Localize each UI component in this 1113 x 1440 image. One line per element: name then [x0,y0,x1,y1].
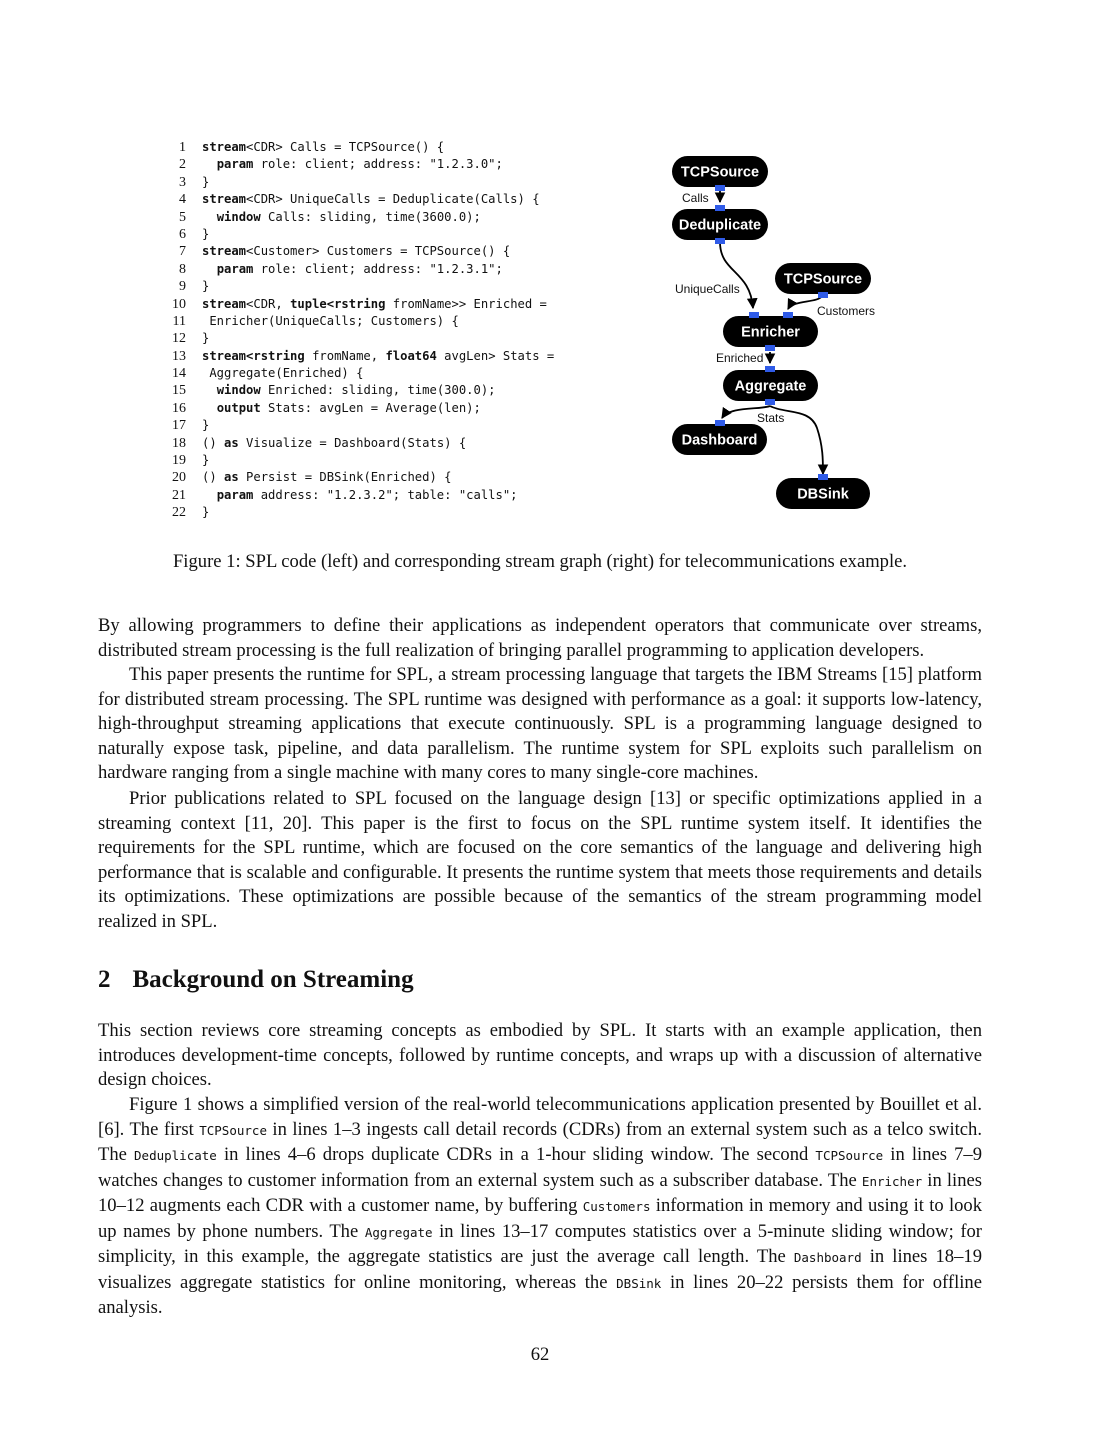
code-line [166,330,554,347]
code-text: window Calls: sliding, time(3600.0); [216,209,481,224]
line-number: 14 [172,366,186,382]
code-line [166,365,554,382]
svg-text:DBSink: DBSink [797,486,849,503]
node-aggregate [723,366,818,405]
code-line [166,417,554,434]
node-enricher [723,312,818,351]
line-number: 12 [172,331,186,347]
node-deduplicate [672,205,768,244]
line-number: 3 [179,174,186,190]
line-number: 16 [172,400,186,416]
edge-label-uniquecalls: UniqueCalls [675,282,740,296]
line-number: 7 [179,244,186,260]
code-line [166,156,554,173]
code-line [166,469,554,486]
code-line [166,243,554,260]
line-number: 15 [172,383,186,399]
code-text: stream<Customer> Customers = TCPSource() { [202,244,511,259]
stream-graph [665,148,895,518]
code-text: () as Visualize = Dashboard(Stats) { [202,435,467,450]
line-number: 2 [179,157,186,173]
svg-text:Aggregate: Aggregate [734,378,807,395]
code-text: } [202,418,210,433]
page-number: 62 [530,1344,550,1365]
node-dbsink [776,474,870,509]
code-text: stream<CDR> UniqueCalls = Deduplicate(Calls) { [202,192,540,207]
code-line [166,435,554,452]
node-tcpsource-2 [775,263,871,298]
code-line [166,296,554,313]
code-text: param address: "1.2.3.2"; table: "calls"; [216,487,518,502]
paragraph-intro: By allowing programmers to define their applications as independent operators that communicate over streams, distributed stream processing is the full realization of bringing parallel programming to application developers. [98,615,982,661]
code-line [166,504,554,521]
line-number: 19 [172,453,186,469]
line-number: 8 [179,261,186,277]
code-text: stream<CDR> Calls = TCPSource() { [202,140,445,154]
section-heading: 2 Background on Streaming [98,966,414,993]
code-text: () as Persist = DBSink(Enriched) { [202,470,452,485]
figure-caption: Figure 1: SPL code (left) and corresponding stream graph (right) for telecommunications example. [172,551,908,572]
code-line [166,209,554,226]
paragraph-example-description: Figure 1 shows a simplified version of the real-world telecommunications application presented by Bouillet et al. [6]. The first TCPSource in lines 1–3 ingests call detail records (CDRs) from an external system such as a telco switch. The Deduplicate in lines 4–6 drops duplicate CDRs in a 1-hour sliding window. The second TCPSource in lines 7–9 watches changes to customer information from an external system such as a subscriber database. The Enricher in lines 10–12 augments each CDR with a customer name, by buffering Customers information in memory and using it to look up names by phone numbers. The Aggregate in lines 13–17 computes statistics over a 5-minute sliding window; for simplicity, in this example, the aggregate statistics are just the average call length. The Dashboard in lines 18–19 visualizes aggregate statistics for online monitoring, whereas the DBSink in lines 20–22 persists them for offline analysis. [98,1094,982,1318]
code-line [166,261,554,278]
code-text: } [202,226,210,241]
svg-text:TCPSource: TCPSource [680,164,760,181]
code-text: Enricher(UniqueCalls; Customers) { [202,313,459,328]
line-number: 17 [172,418,186,434]
line-number: 5 [179,209,186,225]
code-line [166,382,554,399]
code-text: } [202,453,210,468]
code-line [166,313,554,330]
svg-text:Enricher: Enricher [741,324,800,341]
node-tcpsource-1 [672,156,768,191]
code-line [166,348,554,365]
code-text: param role: client; address: "1.2.3.1"; [216,261,503,276]
line-number: 6 [179,226,186,242]
code-line [166,400,554,417]
code-line [166,278,554,295]
edge-label-calls: Calls [682,191,709,205]
code-line [166,226,554,243]
line-number: 10 [172,296,186,312]
code-text: stream<rstring fromName, float64 avgLen> Stats = [202,348,555,363]
line-number: 13 [172,348,186,364]
node-dashboard [672,420,767,455]
code-text: output Stats: avgLen = Average(len); [216,400,481,415]
code-line [166,174,554,191]
line-number: 1 [179,140,186,155]
code-text: } [202,279,210,294]
code-text: } [202,505,210,520]
code-line [166,191,554,208]
code-listing [166,139,554,522]
code-text: } [202,174,210,189]
svg-text:TCPSource: TCPSource [783,271,863,288]
line-number: 22 [172,505,186,521]
code-line [166,487,554,504]
svg-text:Dashboard: Dashboard [681,432,758,449]
svg-text:Deduplicate: Deduplicate [678,217,762,234]
line-number: 11 [172,313,186,329]
code-text: window Enriched: sliding, time(300.0); [216,383,496,398]
code-text: Aggregate(Enriched) { [202,366,364,381]
code-text: stream<CDR, tuple<rstring fromName>> Enriched = [202,296,547,311]
line-number: 4 [179,192,186,208]
paragraph-section-overview: This section reviews core streaming concepts as embodied by SPL. It starts with an example application, then introduces development-time concepts, followed by runtime concepts, and wraps up with a discussion of alternative design choices. [98,1020,982,1090]
line-number: 9 [179,279,186,295]
edge-uniquecalls [720,242,753,308]
edge-label-enriched: Enriched [716,351,764,365]
paragraph-prior-work: Prior publications related to SPL focused on the language design [13] or specific optimizations applied in a streaming context [11, 20]. This paper is the first to focus on the SPL runtime system itself. It identifies the requirements for the SPL runtime, which are focused on the core semantics of the language and delivering high performance that is scalable and configurable. It presents the runtime system that meets those requirements and details its optimizations. These optimizations are possible because of the semantics of the stream programming model realized in SPL. [98,788,982,932]
code-text: } [202,331,210,346]
code-text: param role: client; address: "1.2.3.0"; [216,157,503,172]
code-line [166,139,554,156]
paragraph-runtime: This paper presents the runtime for SPL, a stream processing language that targets the IBM Streams [15] platform for distributed stream processing. The SPL runtime was designed with performance as a goal: it supports low-latency, high-throughput streaming applications that execute continuously. SPL is a programming language designed to naturally expose task, pipeline, and data parallelism. The runtime system for SPL exploits such parallelism on hardware ranging from a single machine with many cores to many single-core machines. [98,664,982,783]
edge-label-stats: Stats [757,411,785,425]
line-number: 18 [172,435,186,451]
code-line [166,452,554,469]
edge-label-customers: Customers [817,304,876,318]
line-number: 21 [172,487,186,503]
line-number: 20 [172,470,186,486]
